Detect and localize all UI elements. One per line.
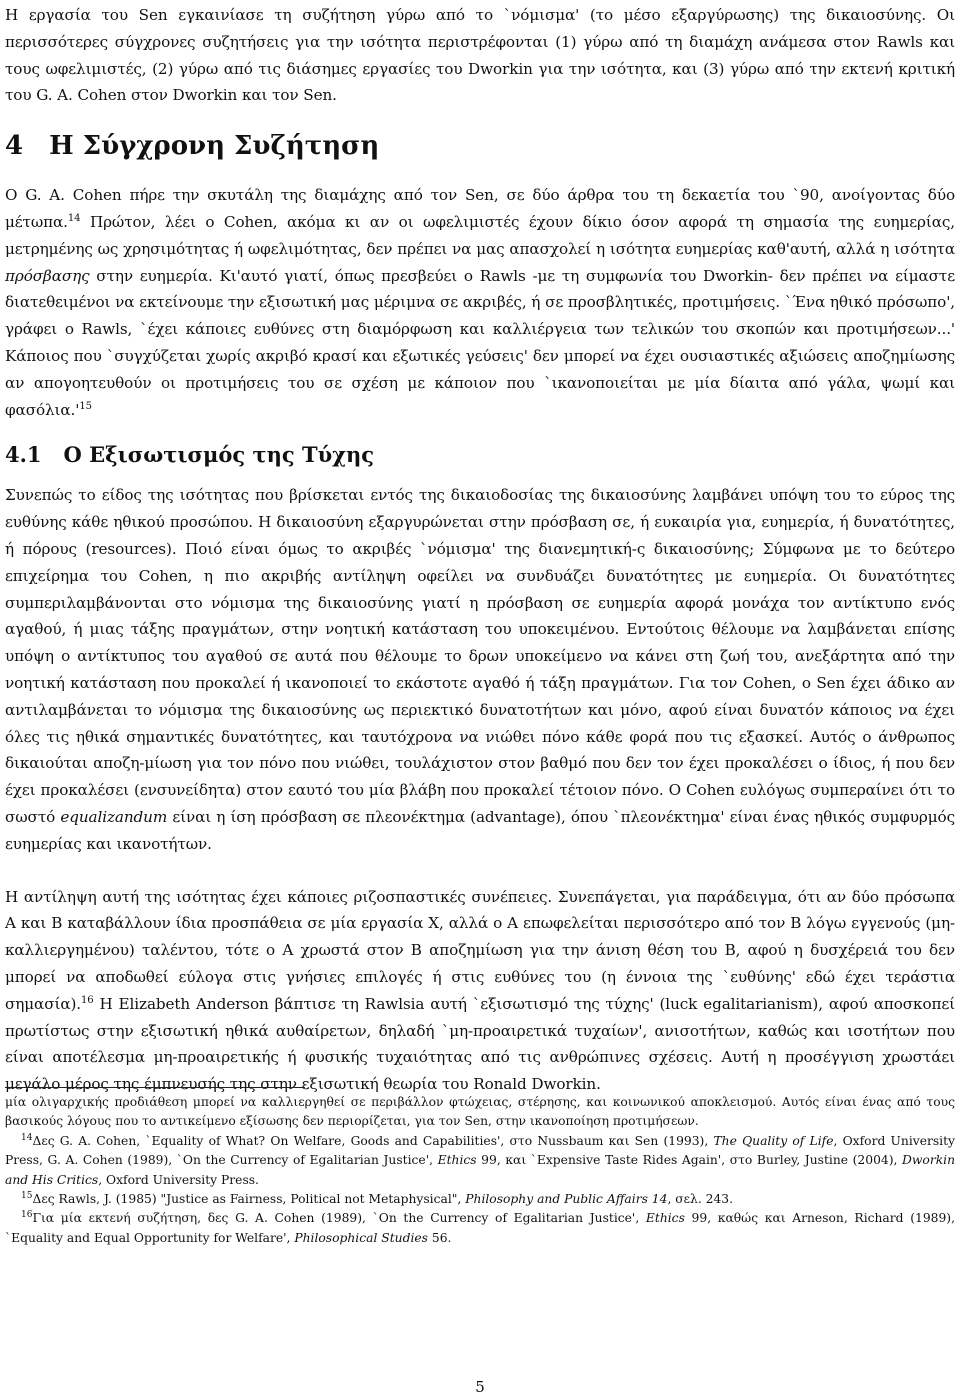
emphasis: Ethics — [437, 1153, 477, 1168]
text-run: 99, καθώς και Arneson, Richard (1989), `Equality and Equal Opportunity for Welfare', — [5, 1211, 955, 1245]
section-4-1-paragraph-2 — [5, 884, 955, 1098]
text-run: , Oxford University Press, G. A. Cohen (1989), `On the Currency of Egalitarian Justice', — [5, 1133, 955, 1168]
page-number: 5 — [475, 1378, 485, 1396]
emphasis: Ethics — [645, 1211, 685, 1226]
text-run: στην ευημερία. Κι'αυτό γιατί, όπως πρεσβεύει ο Rawls -με τη συμφωνία του Dworkin- δεν πρέπει να είμαστε διατεθειμένοι να εκτείνουμε την εξισωτική μας μέριμνα σε ακριβές, ή σε προσβλητικές, προτιμήσεις. `Ένα ηθικό πρόσωπο', γράφει ο Rawls, `έχει κάποιες ευθύνες στη διαμόρφωση και καλλιέργεια των τελικών του σκοπών και προτιμήσεων...' Κάποιος που `συγχύζεται χωρίς ακριβό κρασί και εξωτικές γεύσεις' δεν μπορεί να έχει ουσιαστικές αξιώσεις αποζημίωσης αν απογοητευθούν οι προτιμήσεις του σε σχέση με κάποιον που `ικανοποιείται με μία δίαιτα από γάλα, ψωμί και φασόλια.' — [5, 266, 955, 419]
section-4-paragraph — [5, 182, 955, 423]
footnote-ref-14[interactable]: 14 — [67, 212, 81, 224]
text-run: 56. — [427, 1230, 452, 1245]
section-4-1-paragraph-1 — [5, 482, 955, 857]
intro-line-1: Η εργασία του Sen εγκαινίασε τη συζήτηση γύρω από το `νόμισμα' (το μέσο εξαργύρωσης) της δικαιοσύνης. — [5, 6, 927, 24]
emphasis: The Quality of Life — [713, 1133, 834, 1148]
emphasis: Dworkin and His Critics — [5, 1153, 956, 1187]
emphasis: Philosophy and Public Affairs 14 — [465, 1192, 668, 1207]
text-run: είναι η ίση πρόσβαση σε πλεονέκτημα (advantage), όπου `πλεονέκτημα' είναι ένας ηθικός συμφυρμός ευημερίας και ικανοτήτων. — [5, 807, 955, 853]
footnote-ref-15[interactable]: 15 — [79, 400, 92, 412]
footnote-number: 15 — [21, 1190, 33, 1201]
text-run: Ο G. A. Cohen πήρε την σκυτάλη της διαμάχης από τον Sen, σε δύο άρθρα του τη δεκαετία του `90, ανοίγοντας δύο μέτωπα. — [5, 186, 955, 231]
emphasis: equalizandum — [60, 807, 168, 826]
footnote-number: 16 — [21, 1210, 33, 1221]
text-run: Συνεπώς το είδος της ισότητας που βρίσκεται εντός της δικαιοδοσίας της δικαιοσύνης λαμβάνει υπόψη του το εύρος της ευθύνης κάθε ηθικού προσώπου. Η δικαιοσύνη εξαργυρώνεται στην πρόσβαση σε, ή ευκαιρία για, ευημερία, ή δυνατότητες, ή πόρους (resources). Ποιό είναι όμως το ακριβές `νόμισμα' της διανεμητική-ς δικαιοσύνης; Σύμφωνα με το δεύτερο επιχείρημα του Cohen, η πιο ακριβής αντίληψη οφείλει να συνδυάζει δυνατότητες με ευημερία. Οι δυνατότητες συμπεριλαμβάνονται στο νόμισμα της δικαιοσύνης γιατί η πρόσβαση σε ευημερία αφορά μονάχα τον αντίκτυπο ενός αγαθού, ή μιας τάξης πραγμάτων, στην νοητική κατάσταση του υποκειμένου. Εντούτοις θέλουμε να λαμβάνεται επίσης υπόψη ο αντίκτυπος του αγαθού σε αυτά που θέλουμε το δρων υποκείμενο να κάνει στη ζωή του, ανεξάρτητα από την νοητική κατάσταση που προκαλεί ή ικανοποιεί το εκάστοτε αγαθό ή τάξη πραγμάτων. Για τον Cohen, ο Sen έχει άδικο αν αντιλαμβάνεται το νόμισμα της δικαιοσύνης ως περιεκτικό δυνατοτήτων και μόνο, αφού είναι δυνατόν κάποιος να έχει όλες τις ηθικά σημαντικές δυνατότητες, και ταυτόχρονα να νιώθει πόνο κάθε φορά που τις εξασκεί. Αυτός ο άνθρωπος δικαιούται αποζη-μίωση για τον πόνο που νιώθει, τουλάχιστον στον βαθμό που δεν τον έχει προκαλέσει ο ίδιος, ή που δεν έχει προκαλέσει (ενσυνείδητα) στον εαυτό του μία βλάβη που προκαλεί τέτοιον πόνο. Ο Cohen ευλόγως συμπεραίνει ότι το σωστό — [5, 486, 955, 826]
footnote-15 — [5, 1190, 955, 1209]
text-run: Για μία εκτενή συζήτηση, δες G. A. Cohen (1989), `On the Currency of Egalitarian Justice', — [32, 1211, 646, 1226]
emphasis: πρόσβασης — [5, 266, 90, 285]
section-title: Η Σύγχρονη Συζήτηση — [49, 131, 380, 162]
footnote-ref-16[interactable]: 16 — [81, 994, 94, 1006]
paragraph-gap — [5, 858, 955, 884]
text-run: , σελ. 243. — [667, 1192, 734, 1207]
text-run: Δες G. A. Cohen, `Equality of What? On Welfare, Goods and Capabilities', στο Nussbaum και Sen (1993), — [32, 1133, 714, 1148]
intro-paragraph — [5, 2, 955, 109]
footnote-14 — [5, 1132, 955, 1190]
subsection-title: Ο Εξισωτισμός της Τύχης — [63, 442, 375, 468]
text-run: Πρώτον, λέει ο Cohen, ακόμα κι αν οι ωφελιμιστές έχουν δίκιο όσον αφορά τη σημασία της ευημερίας, μετρημένης ως χρησιμότητας ή ωφελιμότητας, δεν πρέπει να μας απασχολεί η ισότητα ευημερίας καθ'αυτή, αλλά η ισότητα — [5, 212, 955, 258]
section-number: 4 — [5, 131, 24, 162]
page-content — [5, 2, 955, 1098]
text-run: 99, και `Expensive Taste Rides Again', στο Burley, Justine (2004), — [476, 1153, 903, 1168]
footnote-rule — [5, 1087, 305, 1088]
intro-line-2: Οι περισσότερες σύγχρονες συζητήσεις για την ισότητα περιστρέφονται (1) γύρω από τη διαμάχη ανάμεσα στον Rawls και τους ωφελιμιστές, (2) γύρω από τις διάσημες εργασίες του Dworkin για την ισότητα, και (3) γύρω από την εκτενή κριτική του G. A. Cohen στον Dworkin και τον Sen. — [5, 6, 955, 105]
text-run: Δες Rawls, J. (1985) "Justice as Fairness, Political not Metaphysical", — [32, 1192, 466, 1207]
text-run: Η Elizabeth Anderson βάπτισε τη Rawlsia αυτή `εξισωτισμό της τύχης' (luck egalitarianism), αφού αποσκοπεί πρωτίστως στην εξισωτική ηθικά αυθαίρετων, δηλαδή `μη-προαιρετικά τυχαίων', ανισοτήτων, καθώς και ισοτήτων που είναι αποτέλεσμα μη-προαιρετικής ή φυσικής τυχαιότητας από τις ανθρώπινες σχέσεις. Αυτή η προσέγγιση χρωστάει μεγάλο μέρος της έμπνευσής της στην εξισωτική θεωρία του Ronald Dworkin. — [5, 994, 955, 1094]
subsection-heading-4-1 — [5, 441, 955, 469]
subsection-number: 4.1 — [5, 442, 42, 468]
footnote-number: 14 — [21, 1132, 33, 1143]
footnote-16 — [5, 1209, 955, 1248]
text-run: Η αντίληψη αυτή της ισότητας έχει κάποιες ριζοσπαστικές συνέπειες. Συνεπάγεται, για παράδειγμα, ότι αν δύο πρόσωπα Α και Β καταβάλλουν ίδια προσπάθεια σε μία εργασία Χ, αλλά ο Α επωφελείται περισσότερο από τον Β λόγω εγγενούς (μη-καλλιεργημένου) ταλέντου, τότε ο Α χρωστά στον Β αποζημίωση για την άνιση θέση του Β, αφού η δυσχέρειά του δεν μπορεί να αποδωθεί εύλογα στις γνήσιες επιλογές ή στις ευθύνες του (η έννοια της `ευθύνης' εδώ έχει τεράστια σημασία). — [5, 887, 955, 1013]
emphasis: Philosophical Studies — [294, 1230, 428, 1245]
text-run: , Oxford University Press. — [98, 1172, 259, 1187]
footnote-continuation: μία ολιγαρχικής προδιάθεση μπορεί να καλλιεργηθεί σε περιβάλλον φτώχειας, στέρησης, και κοινωνικού αποκλεισμού. Αυτός είναι ένας από τους βασικούς λόγους που το αντικείμενο εξίσωσης δεν περιορίζεται, για τον Sen, στην ικανοποίηση προτιμήσεων. — [5, 1095, 955, 1129]
section-heading-4 — [5, 130, 955, 162]
footnotes — [5, 1087, 955, 1248]
